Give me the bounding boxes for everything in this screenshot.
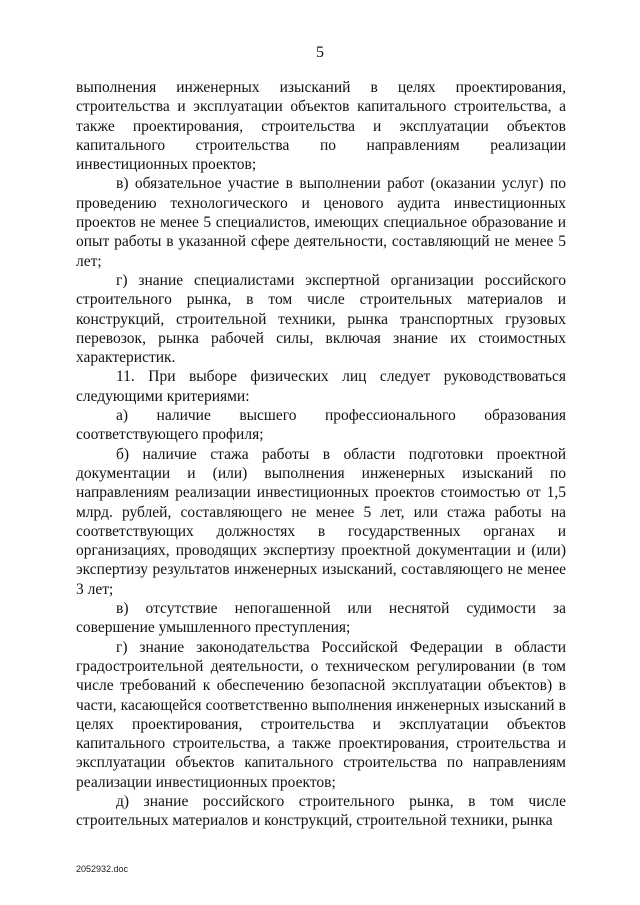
paragraph-item-d-market: д) знание российского строительного рынка, в том числе строительных материалов и конструкций, строительной техники, рынка (76, 792, 566, 830)
footer-filename: 2052932.doc (76, 864, 129, 874)
paragraph-continuation: выполнения инженерных изысканий в целях проектирования, строительства и эксплуатации объектов капитального строительства, а также проектирования, строительства и эксплуатации объектов капитального строительства по направлениям реализации инвестиционных проектов; (76, 79, 566, 174)
paragraph-item-a-education: а) наличие высшего профессионального образования соответствующего профиля; (76, 407, 566, 444)
paragraph-item-b-experience: б) наличие стажа работы в области подготовки проектной документации и (или) выполнения инженерных изысканий по направлениям реализации инвестиционных проектов стоимостью от 1,5 млрд. рублей, составляющего не менее 5 лет, или стажа работы на соответствующих должностях в государственных органах и организациях, проводящих экспертизу проектной документации и (или) экспертизу результатов инженерных изысканий, составляющего не менее 3 лет; (76, 445, 566, 598)
paragraph-item-g-market-knowledge: г) знание специалистами экспертной организации российского строительного рынка, в том числе строительных материалов и конструкций, строительной техники, рынка транспортных грузовых перевозок, рынка рабочей силы, включая знание их стоимостных характеристик. (76, 271, 566, 367)
paragraph-item-g-legislation: г) знание законодательства Российской Федерации в области градостроительной деятельности, о техническом регулировании (в том числе требований к обеспечению безопасной эксплуатации объектов) в части, касающейся соответственно выполнения инженерных изысканий в целях проектирования, строительства и эксплуатации объектов капитального строительства, а также проектирования, строительства и эксплуатации объектов капитального строительства по направлениям реализации инвестиционных проектов; (76, 638, 566, 791)
document-body (76, 78, 566, 831)
page-number: 5 (316, 44, 324, 61)
paragraph-item-v-no-conviction: в) отсутствие непогашенной или неснятой судимости за совершение умышленного преступления; (76, 600, 566, 637)
paragraph-clause-11: 11. При выборе физических лиц следует руководствоваться следующими критериями: (76, 368, 566, 405)
paragraph-item-v-audit: в) обязательное участие в выполнении работ (оказании услуг) по проведению технологического и ценового аудита инвестиционных проектов не менее 5 специалистов, имеющих специальное образование и опыт работы в указанной сфере деятельности, составляющий не менее 5 лет; (76, 175, 566, 270)
